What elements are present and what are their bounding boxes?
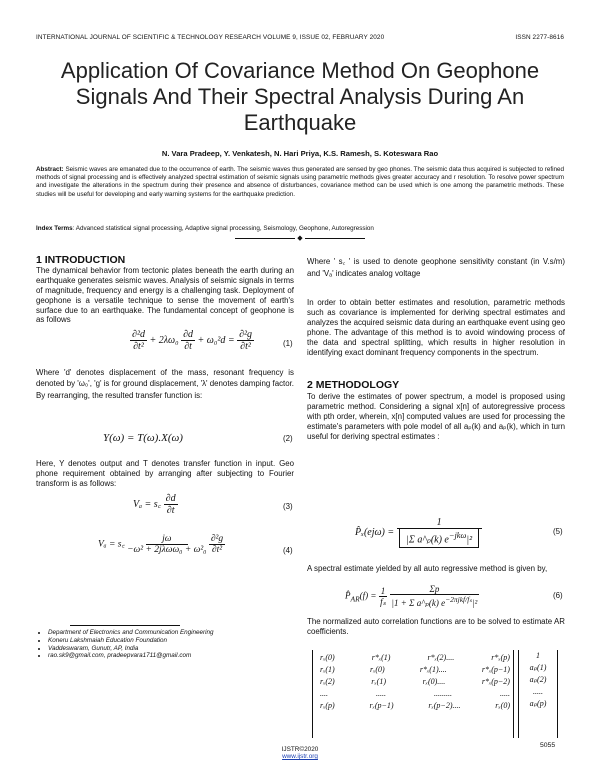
- equation-6: $P̂_{AR}(f)$ = $\frac{1}{\text{fₛ}}$ $\frac{\Sigma p}{|1 + \Sigma a\^{}_p(k) e^{-2\pi jkf/f_s}|^2}$: [345, 584, 479, 609]
- footer: [250, 746, 350, 760]
- issn: ISSN 2277-8616: [515, 34, 564, 41]
- journal-link[interactable]: www.ijstr.org: [282, 753, 318, 760]
- page-number: 5055: [540, 742, 556, 749]
- autocorrelation-matrix-equation: rₓ(0) r*ₓ(1) r*ₓ(2).... r*ₓ(p) rₓ(1) rₓ(0) r*ₓ(1).... r*ₓ(p−1) rₓ(2) rₓ(1) rₓ(0).... r*ₓ(p−2) .... ..... ......... ..... rₓ(p) rₓ(p−1) rₓ(p−2).... rₓ(0) 1 aₚ(1) aₚ(2) ..... aₚ(p): [312, 650, 562, 738]
- abstract-label: Abstract:: [36, 166, 64, 173]
- footnote-item: • Department of Electronics and Communication Engineering: [48, 629, 294, 637]
- ar-estimate-paragraph: A spectral estimate yielded by all auto regressive method is given by,: [307, 564, 548, 573]
- fourier-paragraph: Here, Y denotes output and T denotes transfer function in input. Geo phone requirement obtained by arranging after subjecting to Fourier transform is as follows:: [36, 459, 294, 488]
- equation-3: Vₐ = s꜀ $\frac{\partial d}{\partial t}$: [133, 493, 176, 516]
- abstract: [36, 166, 564, 199]
- equation-1: $\frac{\text{∂²d}}{\text{∂t²}}$ + 2λω₀ $\frac{\partial d}{\partial t}$ + ω₀²d = $\frac{\text{∂²g}}{\text{∂t²}}$: [132, 329, 253, 352]
- index-terms: Index Terms: Advanced statistical signal processing, Adaptive signal processing, Seismology, Geophone, Autoregression: [36, 225, 374, 232]
- affiliation-footnotes: [36, 629, 294, 660]
- section-separator: [225, 234, 375, 242]
- section-heading-methodology: 2 METHODOLOGY: [307, 379, 400, 391]
- section-heading-introduction: 1 INTRODUCTION: [36, 254, 126, 266]
- transfer-paragraph: Where 'd' denotes displacement of the mass, resonant frequency is denoted by 'ω₀', 'g' is for ground displacement, 'λ' denotes damping factor. By rearranging, the resulted transfer function is:: [36, 368, 294, 400]
- equation-5-number: (5): [553, 527, 563, 536]
- left-column: [36, 256, 294, 325]
- equation-6-number: (6): [553, 591, 563, 600]
- equation-4-number: (4): [283, 546, 293, 555]
- methodology-paragraph: To derive the estimates of power spectrum, a model is proposed using parametric method. Considering a signal x[n] of autoregressive process with pth order, wherein, x[n] computed values are used for processing the estimate's parameters with pole model of all aₚ(k) and aₚ(k), which in turn useful for deriving spectral estimates :: [307, 392, 565, 441]
- abstract-text: Seismic waves are emanated due to the occurrence of earth. The seismic waves thus generated are sensed by geo phones. The seismic data thus acquired is subjected to refined methods of signal processing and is effectively analyzed spectral estimation of seismic signals using parametric methods gives greater accuracy and r resolution. To resolve power spectrum and investigate the alterations in the spectrum during their presence and absence of disturbances, covariance method can be used which is one among the parametric methods. These studies will be useful for developing and early warning systems for the earthquake prediction.: [36, 166, 565, 198]
- journal-name: INTERNATIONAL JOURNAL OF SCIENTIFIC & TECHNOLOGY RESEARCH VOLUME 9, ISSUE 02, FEBRUARY 2020: [36, 34, 385, 41]
- voltage-paragraph: Where ' s꜀ ' is used to denote geophone sensitivity constant (in V.s/m) and 'Vₐ' indicates analog voltage: [307, 257, 565, 278]
- equation-2: Y(ω) = T(ω).X(ω): [103, 432, 183, 444]
- equation-4: Vₐ = s꜀ $\frac{j\omega}{\text{−ω² + 2jλωω₀ + ω²₀}}$ $\frac{\text{∂²g}}{\text{∂t²}}$: [98, 534, 224, 555]
- intro-paragraph: The dynamical behavior from tectonic plates beneath the earth during an earthquake generates seismic waves. Analysis of seismic signals in terms of magnitude, frequency and energy is a challenging task. Deployment of geophone is a versatile technique to sense the movement of earth's surface due to an earthquake. The fundamental concept of geophone is as follows: [36, 265, 294, 325]
- footnote-item: • rao.sk9@gmail.com, pradeepvara1711@gmail.com: [48, 652, 294, 660]
- paper-title: Application Of Covariance Method On Geophone Signals And Their Spectral Analysis During An Earthquake: [60, 58, 540, 135]
- autocorrelation-paragraph: The normalized auto correlation functions are to be solved to estimate AR coefficients.: [307, 617, 565, 636]
- equation-3-number: (3): [283, 502, 293, 511]
- covariance-paragraph: In order to obtain better estimates and resolution, parametric methods such as covariance is implemented for deriving spectral estimates and analyzes the acquired seismic data during an earthquake event using geo phone. The advantage of this method is to avoid windowing process of the data and spectral splitting, which results in higher resolution in identifying exact dominant frequency components in the spectrum.: [307, 298, 565, 357]
- footnote-rule: [70, 625, 180, 626]
- diamond-icon: ◆: [297, 235, 303, 242]
- author-list: N. Vara Pradeep, Y. Venkatesh, N. Hari Priya, K.S. Ramesh, S. Koteswara Rao: [161, 149, 439, 158]
- footnote-item: • Koneru Lakshmaiah Education Foundation: [48, 637, 294, 645]
- footnote-item: • Vaddeswaram, Gunutr, AP, India: [48, 645, 294, 653]
- equation-2-number: (2): [283, 434, 293, 443]
- equation-5: P̂ₓ(ejω) = $\frac{1}{|\Sigma a\^{}_p(k) e^{-jk\omega}|^2}$: [355, 517, 482, 548]
- running-header: [36, 34, 564, 41]
- copyright: IJSTR©2020: [281, 746, 319, 753]
- equation-1-number: (1): [283, 339, 293, 348]
